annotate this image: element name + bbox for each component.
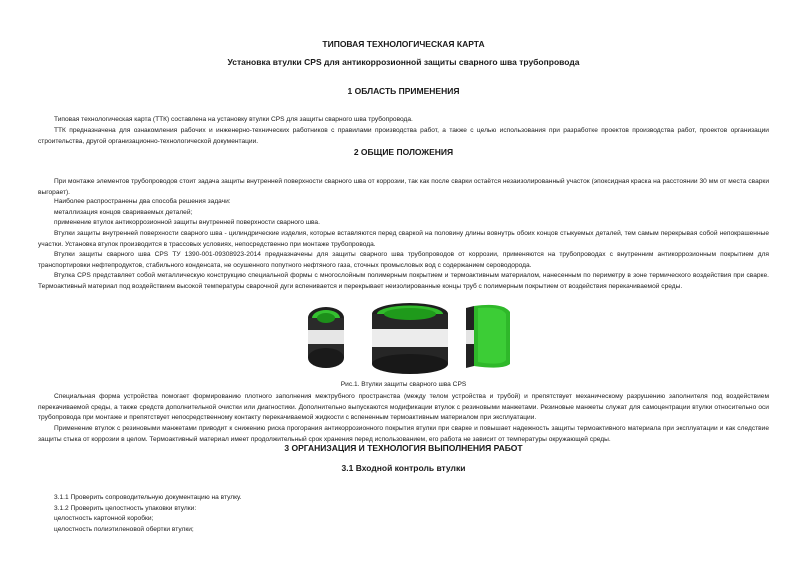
sec3-item-3: целостность картонной коробки; (54, 515, 154, 522)
sec2-paragraph-6: Специальная форма устройства помогает формированию плотного заполнения межтрубного пространства (между телом устройства и трубой) и препятствует механическому разрушению заполнителя под воздействием перекачиваемой среды, а также средств дополнительной очистки или диагностики. Дополнительно выпускаются модификации втулок с резиновыми манжетами. Резиновые манжеты служат для самоцентрации втулки относительно оси трубопровода при монтаже и препятствует непосредственному контакту перекачиваемой жидкости с вспененным термоактивным материалом при эксплуатации. (38, 393, 769, 422)
section-1-title: 1 ОБЛАСТЬ ПРИМЕНЕНИЯ (347, 86, 460, 96)
sec1-paragraph-2: ТТК предназначена для ознакомления рабочих и инженерно-технических работников с правилами производства работ, а также с целью использования при разработке проектов производства работ, проектов организации строительства, другой организационно-технологической документации. (38, 127, 769, 145)
sec2-paragraph-1: При монтаже элементов трубопроводов стоит задача защиты внутренней поверхности сварного шва от коррозии, так как после сварки остаётся незаизолированный участок (эпоксидная краска на расстоянии 30 мм от места сварки выгорает). (38, 178, 769, 196)
sec2-paragraph-2: Наиболее распространены два способа решения задачи: (54, 198, 231, 205)
sleeve-cutaway-image (466, 305, 510, 368)
section-2-title: 2 ОБЩИЕ ПОЛОЖЕНИЯ (353, 147, 454, 157)
document-title: ТИПОВАЯ ТЕХНОЛОГИЧЕСКАЯ КАРТА (322, 39, 485, 49)
sec3-item-4: целостность полиэтиленовой обертки втулки; (54, 526, 194, 533)
sec2-paragraph-4: Втулки защиты сварного шва CPS ТУ 1390-001-09308923-2014 предназначены для защиты сварного шва трубопроводов от коррозии, применяются на трубопроводах с внутренним антикоррозионным покрытием для транспортировки нефтепродуктов, стабильного конденсата, не осушенного попутного нефтяного газа, сточных промысловых вод с содержанием сероводорода. (38, 251, 769, 269)
section-3-title: 3 ОРГАНИЗАЦИЯ И ТЕХНОЛОГИЯ ВЫПОЛНЕНИЯ РАБОТ (284, 443, 523, 453)
sleeve-large-image (372, 303, 448, 374)
cps-sleeves-figure (298, 298, 518, 376)
subsection-3-1-title: 3.1 Входной контроль втулки (341, 463, 466, 473)
sec2-list-item-2: применение втулок антикоррозионной защиты внутренней поверхности сварного шва. (54, 219, 320, 226)
sec3-item-2: 3.1.2 Проверить целостность упаковки втулки: (54, 505, 197, 512)
sec2-list-item-1: металлизация концов свариваемых деталей; (54, 209, 193, 216)
figure-caption: Рис.1. Втулки защиты сварного шва CPS (340, 381, 467, 388)
sec3-item-1: 3.1.1 Проверить сопроводительную документацию на втулку. (54, 494, 242, 501)
sec1-paragraph-1: Типовая технологическая карта (ТТК) составлена на установку втулки CPS для защиты сварного шва трубопровода. (54, 116, 413, 123)
sec2-paragraph-7: Применение втулок с резиновыми манжетами приводит к снижению риска прогорания антикоррозионного покрытия втулки при сварке и повышает надежность защиты термоактивного материала при эксплуатации и как следствие защиты стыка от коррозии в целом. Термоактивный материал имеет продолжительный срок хранения перед использованием, его работа не зависит от температуры окружающей среды. (38, 425, 769, 443)
sec2-paragraph-3: Втулки защиты внутренней поверхности сварного шва - цилиндрические изделия, которые вставляются перед сваркой на половину длины вовнутрь обоих концов стыкуемых деталей, тем самым перекрывая собой непокрашенные участки. Установка втулок производится в трассовых условиях, непосредственно при монтаже трубопровода. (38, 230, 769, 248)
sleeve-small-image (308, 307, 344, 368)
document-subtitle: Установка втулки CPS для антикоррозионной защиты сварного шва трубопровода (227, 57, 580, 67)
sec2-paragraph-5: Втулка CPS представляет собой металлическую конструкцию специальной формы с многослойным полимерным покрытием и термоактивным материалом, нанесенным по периметру в зоне термического воздействия при сварке. Термоактивный материал под воздействием высокой температуры сварочной дуги вспенивается и перекрывает неизолированные концы труб с полимерным покрытием от воздействия перекачиваемой среды. (38, 272, 769, 290)
